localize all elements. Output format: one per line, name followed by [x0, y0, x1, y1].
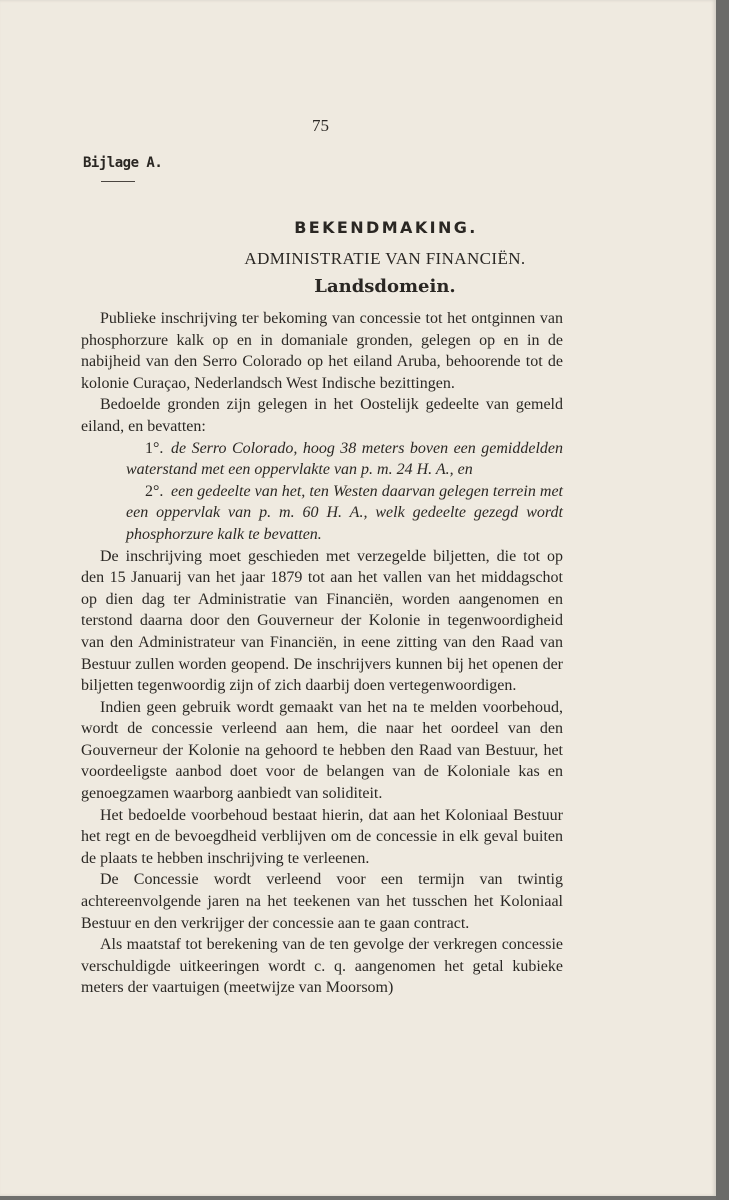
page-number: 75	[312, 116, 329, 135]
appendix-underline	[101, 181, 135, 182]
list-item-text: een gedeelte van het, ten Westen daarvan gelegen terrein met een oppervlak van p. m. 60 H. A., welk gedeelte gezegd wordt phosphorzure kalk te bevatten.	[126, 482, 563, 543]
appendix-label: Bijlage A.	[83, 155, 163, 171]
paragraph: De inschrijving moet geschieden met verzegelde biljetten, die tot op den 15 Januarij van het jaar 1879 tot aan het vallen van het middagschot op dien dag ter Administratie van Financiën, worden aangenomen en terstond daarna door den Gouverneur der Kolonie in tegenwoordigheid van den Administrateur van Financiën, in eene zitting van den Raad van Bestuur zullen worden geopend. De inschrijvers kunnen bij het openen der biljetten tegenwoordig zijn of zich daarbij doen vertegenwoordigen.	[81, 547, 563, 695]
paragraph: Indien geen gebruik wordt gemaakt van het na te melden voorbehoud, wordt de concessie verleend aan hem, die naar het oordeel van den Gouverneur der Kolonie na gehoord te hebben den Raad van Bestuur, het voordeeligste aanbod doet voor de belangen van de Koloniale kas en genoegzamen waarborg aanbiedt van soliditeit.	[81, 698, 563, 803]
department-heading: ADMINISTRATIE VAN FINANCIËN.	[244, 249, 526, 268]
paragraph: Publieke inschrijving ter bekoming van concessie tot het ontginnen van phosphorzure kalk op en in domaniale gronden, gelegen op en in de nabijheid van den Serro Colorado op het eiland Aruba, behoorende tot de kolonie Curaçao, Nederlandsch West Indische bezittingen.	[81, 310, 563, 392]
page-edge	[716, 0, 729, 1200]
list-item	[81, 481, 563, 546]
list-item-text: de Serro Colorado, hoog 38 meters boven een gemiddelden waterstand met een oppervlakte van p. m. 24 H. A., en	[126, 439, 563, 479]
announcement-body	[81, 308, 563, 999]
paragraph: Als maatstaf tot berekening van de ten gevolge der verkregen concessie verschuldigde uitkeeringen wordt c. q. aangenomen het getal kubieke meters der vaartuigen (meetwijze van Moorsom)	[81, 936, 563, 997]
list-item	[81, 438, 563, 481]
list-item-number: 2°.	[145, 482, 164, 500]
paragraph: De Concessie wordt verleend voor een termijn van twintig achtereenvolgende jaren na het teekenen van het tusschen het Koloniaal Bestuur en den verkrijger der concessie aan te gaan contract.	[81, 871, 563, 932]
section-title: Landsdomein.	[314, 276, 456, 297]
paragraph: Bedoelde gronden zijn gelegen in het Oostelijk gedeelte van gemeld eiland, en bevatten:	[81, 396, 563, 435]
announcement-heading: BEKENDMAKING.	[294, 218, 478, 237]
list-item-number: 1°.	[145, 439, 164, 457]
paragraph: Het bedoelde voorbehoud bestaat hierin, dat aan het Koloniaal Bestuur het regt en de bevoegdheid verblijven om de concessie in elk geval buiten de plaats te hebben inschrijving te verleenen.	[81, 806, 563, 867]
